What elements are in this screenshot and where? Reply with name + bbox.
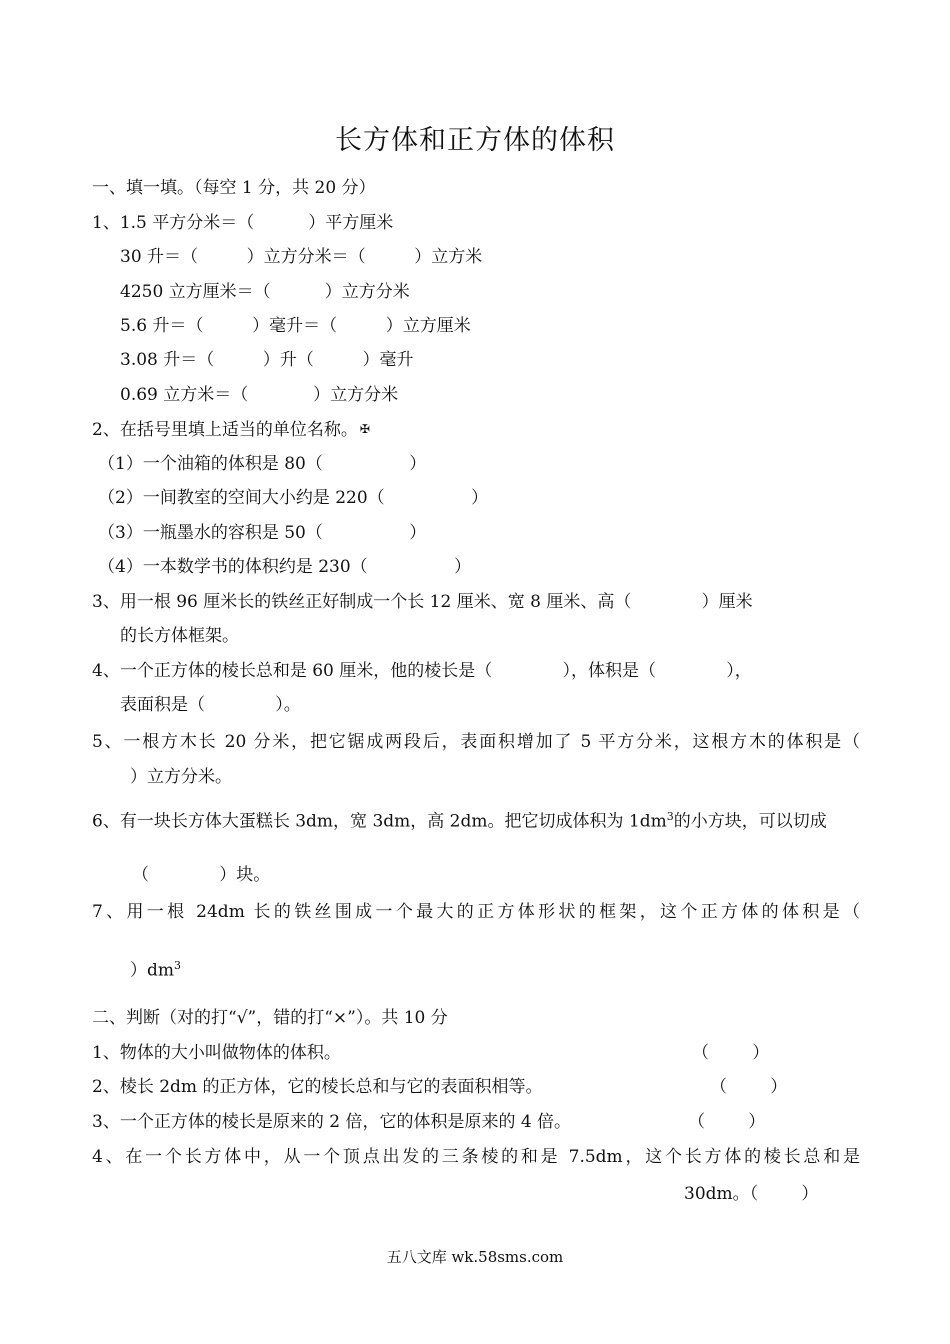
q5-line2: ）立方分米。 — [130, 767, 232, 787]
q2-item4: （4）一本数学书的体积约是 230（ ） — [98, 557, 472, 577]
judge2-answer-blank: （ ） — [710, 1077, 788, 1097]
q2-item3: （3）一瓶墨水的容积是 50（ ） — [98, 523, 427, 543]
q5-line1: 5、一根方木长 20 分米，把它锯成两段后，表面积增加了 5 平方分米，这根方木的体积是（ — [92, 732, 860, 752]
cross-mark-icon: ✠ — [359, 422, 370, 436]
q3-line2: 的长方体框架。 — [120, 626, 239, 646]
q7-superscript: 3 — [174, 959, 182, 972]
section2-header: 二、判断（对的打“√”，错的打“×”）。共 10 分 — [92, 1008, 448, 1028]
judge2-text: 2、棱长 2dm 的正方体，它的棱长总和与它的表面积相等。 — [92, 1077, 543, 1097]
q1-line2: 30 升＝（ ）立方分米＝（ ）立方米 — [120, 247, 483, 267]
q6-text-b: 的小方块，可以切成 — [673, 811, 827, 832]
q1-line3: 4250 立方厘米＝（ ）立方分米 — [120, 282, 410, 302]
q6-line2: （ ）块。 — [132, 865, 271, 885]
q2-item1: （1）一个油箱的体积是 80（ ） — [98, 454, 427, 474]
judge1-text: 1、物体的大小叫做物体的体积。 — [92, 1043, 341, 1063]
q6-text-a: 6、有一块长方体大蛋糕长 3dm，宽 3dm，高 2dm。把它切成体积为 1dm — [92, 811, 667, 832]
judge3-answer-blank: （ ） — [688, 1112, 766, 1132]
q2-line1 — [92, 418, 370, 441]
q1-line6: 0.69 立方米＝（ ）立方分米 — [120, 385, 399, 405]
page-title: 长方体和正方体的体积 — [335, 125, 615, 156]
judge1-answer-blank: （ ） — [692, 1043, 770, 1063]
q2-item2: （2）一间教室的空间大小约是 220（ ） — [98, 488, 489, 508]
footer-watermark: 五八文库 wk.58sms.com — [386, 1248, 564, 1266]
section1-header: 一、填一填。（每空 1 分，共 20 分） — [92, 178, 376, 198]
q4-line2: 表面积是（ ）。 — [120, 695, 301, 715]
q2-text: 2、在括号里填上适当的单位名称。 — [92, 420, 358, 440]
q1-line5: 3.08 升＝（ ）升（ ）毫升 — [120, 350, 414, 370]
q7-line1: 7、用一根 24dm 长的铁丝围成一个最大的正方体形状的框架，这个正方体的体积是（ — [92, 902, 860, 922]
judge4-line1: 4、在一个长方体中，从一个顶点出发的三条棱的和是 7.5dm，这个长方体的棱长总和是 — [92, 1147, 860, 1167]
judge3-text: 3、一个正方体的棱长是原来的 2 倍，它的体积是原来的 4 倍。 — [92, 1112, 572, 1132]
q7-text: ）dm — [130, 960, 175, 981]
judge4-line2: 30dm。（ ） — [684, 1184, 819, 1204]
q3-line1: 3、用一根 96 厘米长的铁丝正好制成一个长 12 厘米、宽 8 厘米、高（ ）厘米 — [92, 592, 753, 612]
q6-line1 — [92, 806, 827, 833]
q1-line4: 5.6 升＝（ ）毫升＝（ ）立方厘米 — [120, 316, 471, 336]
q7-line2 — [130, 955, 181, 982]
q4-line1: 4、一个正方体的棱长总和是 60 厘米，他的棱长是（ ），体积是（ ）， — [92, 661, 752, 681]
q1-line1: 1、1.5 平方分米＝（ ）平方厘米 — [92, 213, 394, 233]
q6-superscript: 3 — [666, 810, 674, 823]
